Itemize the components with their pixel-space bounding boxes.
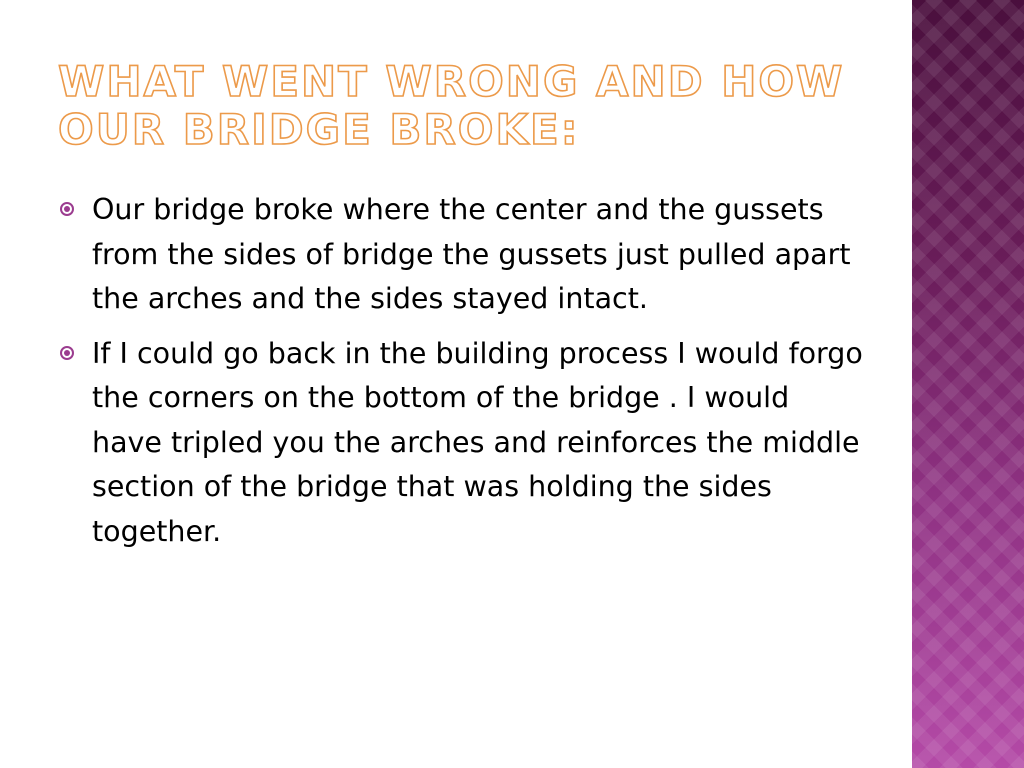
bullet-list <box>58 188 868 564</box>
bullet-item <box>58 332 868 555</box>
bullet-text: Our bridge broke where the center and the gussets from the sides of bridge the gussets just pulled apart the arches and the sides stayed intact. <box>92 193 851 315</box>
circled-dot-icon <box>60 346 74 360</box>
slide-title-line-1: WHAT WENT WRONG AND HOW <box>58 57 845 106</box>
slide-title <box>58 58 878 154</box>
bullet-text: If I could go back in the building process I would forgo the corners on the bottom of the bridge . I would have tripled you the arches and reinforces the middle section of the bridge that was holding the sides together. <box>92 336 863 548</box>
slide-title-line-2: OUR BRIDGE BROKE: <box>58 105 580 154</box>
circled-dot-icon <box>60 202 74 216</box>
decorative-side-band <box>912 0 1024 768</box>
bullet-item <box>58 188 868 322</box>
